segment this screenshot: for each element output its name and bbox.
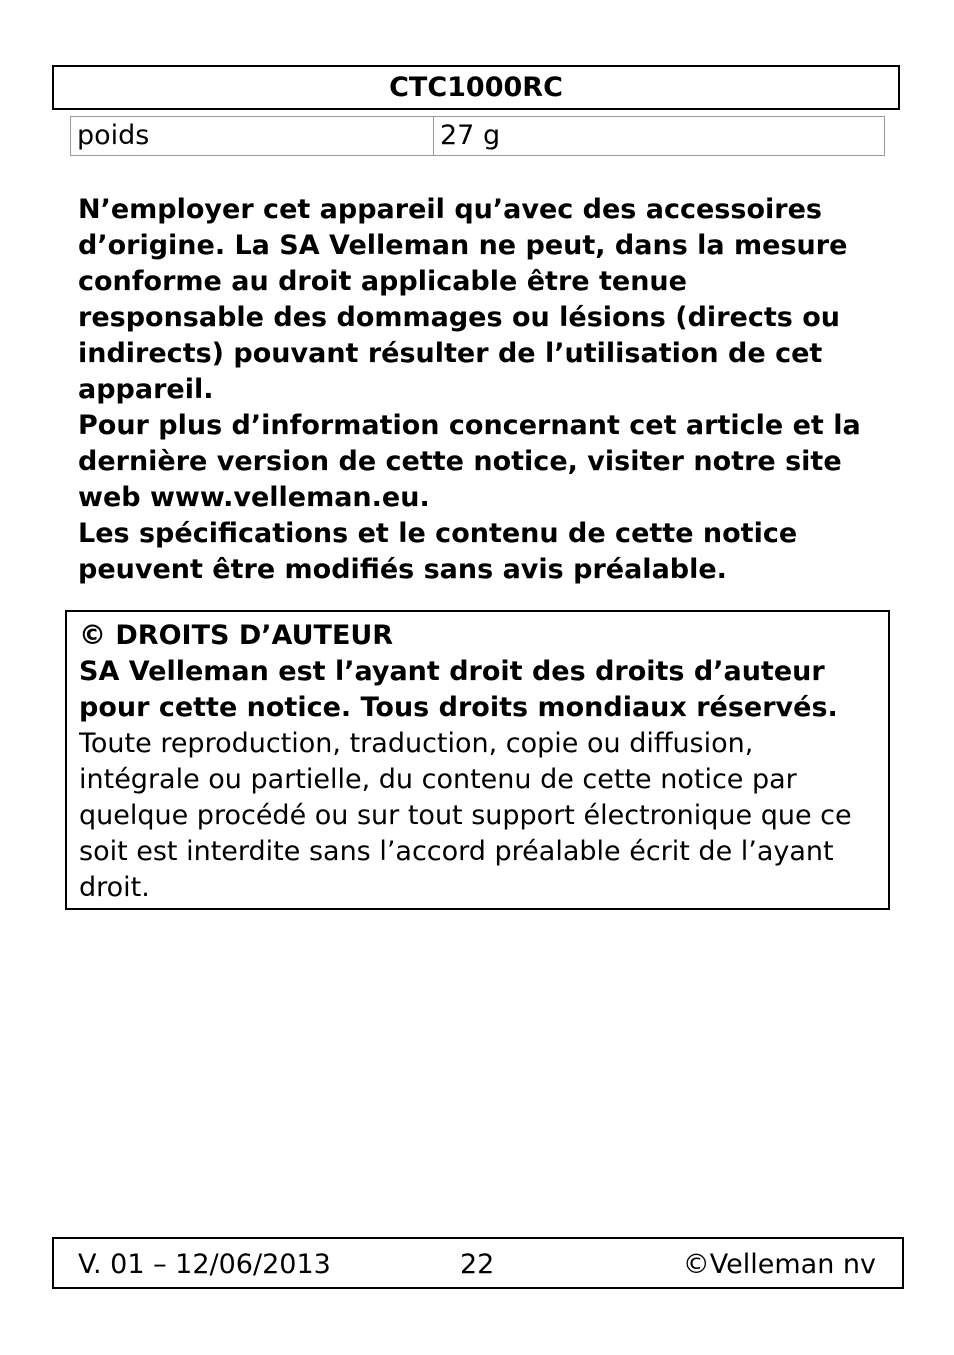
page-header-model <box>52 65 900 110</box>
copyright-box <box>65 610 890 910</box>
copyright-body <box>79 654 876 906</box>
info-paragraph: Pour plus d’information concernant cet article et la dernière version de cette notice, visiter notre site web www.velleman.eu. <box>78 410 861 513</box>
footer-copyright: ©Velleman nv <box>682 1249 876 1280</box>
copyright-heading: © DROITS D’AUTEUR <box>79 620 394 651</box>
page-footer <box>52 1237 904 1289</box>
spec-label: poids <box>71 117 434 156</box>
table-row <box>71 117 885 156</box>
copyright-regular-text: Toute reproduction, traduction, copie ou diffusion, intégrale ou partielle, du contenu de cette notice par quelque procédé ou sur tout support électronique que ce soit est interdite sans l’accord préalable écrit de l’ayant droit. <box>79 728 852 903</box>
footer-page-number: 22 <box>460 1249 495 1280</box>
disclaimer-text <box>78 192 878 588</box>
copyright-bold-text: SA Velleman est l’ayant droit des droits d’auteur pour cette notice. Tous droits mondiaux réservés. <box>79 656 838 723</box>
specifications-paragraph: Les spécifications et le contenu de cette notice peuvent être modifiés sans avis préalable. <box>78 518 798 585</box>
footer-version: V. 01 – 12/06/2013 <box>78 1249 331 1280</box>
spec-value: 27 g <box>434 117 885 156</box>
spec-table <box>70 116 885 156</box>
disclaimer-paragraph: N’employer cet appareil qu’avec des accessoires d’origine. La SA Velleman ne peut, dans la mesure conforme au droit applicable être tenue responsable des dommages ou lésions (directs ou indirects) pouvant résulter de l’utilisation de cet appareil. <box>78 194 848 405</box>
model-title: CTC1000RC <box>389 72 563 103</box>
